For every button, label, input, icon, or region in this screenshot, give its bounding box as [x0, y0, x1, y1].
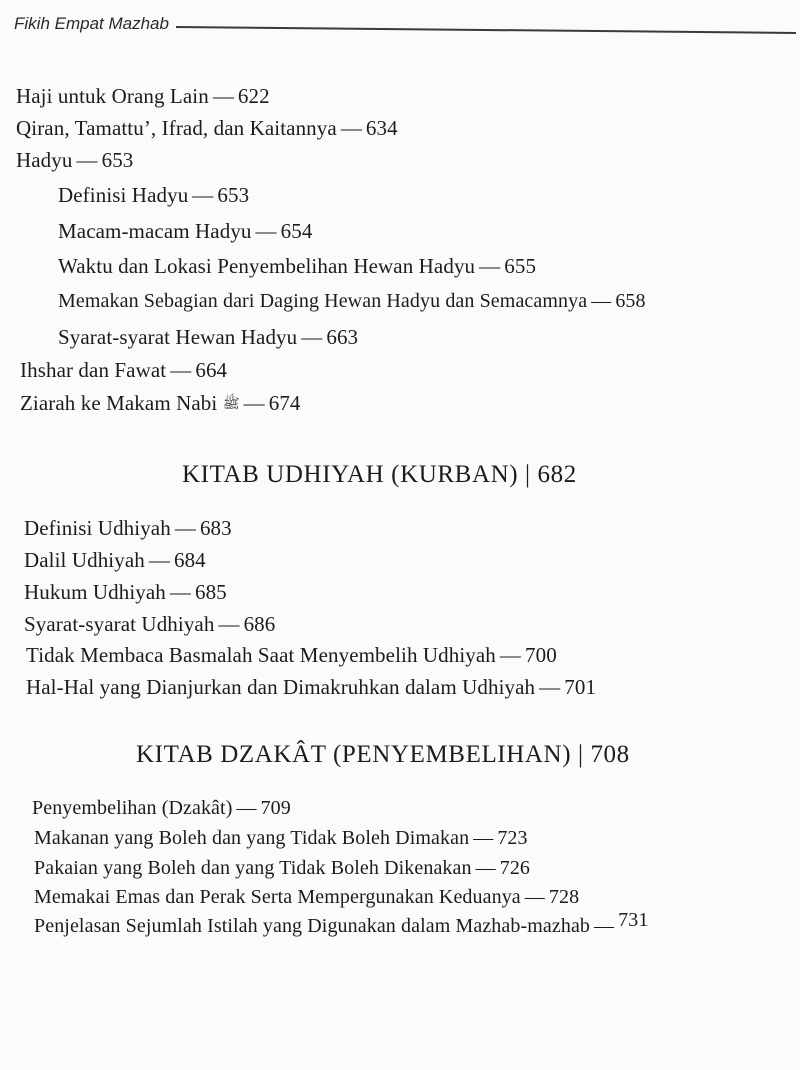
toc-entry[interactable] [24, 580, 227, 605]
entry-page: 731 [618, 909, 649, 931]
dash-separator: — [591, 290, 612, 312]
entry-title: Penjelasan Sejumlah Istilah yang Digunakan dalam Mazhab-mazhab [34, 915, 591, 937]
entry-page: 653 [217, 183, 250, 207]
entry-page: 684 [173, 548, 206, 572]
entry-title: Syarat-syarat Udhiyah [24, 612, 215, 636]
heading-title: KITAB UDHIYAH (KURBAN) [182, 461, 519, 488]
entry-page: 709 [260, 797, 291, 819]
entry-page: 664 [195, 358, 228, 382]
entry-page: 654 [280, 219, 313, 243]
dash-separator: — [479, 254, 501, 278]
entry-title: Hukum Udhiyah [24, 580, 166, 604]
entry-page: 683 [199, 516, 232, 540]
entry-page: 663 [326, 325, 359, 349]
entry-title: Penyembelihan (Dzakât) [32, 797, 233, 819]
entry-title: Waktu dan Lokasi Penyembelihan Hewan Hadyu [58, 254, 476, 278]
entry-title: Ihshar dan Fawat [20, 358, 167, 382]
entry-page: 726 [499, 857, 531, 879]
toc-entry[interactable] [34, 909, 649, 938]
entry-title: Dalil Udhiyah [24, 548, 145, 572]
dash-separator: — [218, 612, 240, 636]
entry-title: Definisi Udhiyah [24, 516, 171, 540]
dash-separator: — [212, 84, 234, 108]
header-rule [176, 26, 796, 34]
entry-title: Haji untuk Orang Lain [16, 84, 209, 108]
toc-subentry[interactable] [58, 183, 249, 208]
dash-separator: — [255, 219, 277, 243]
entry-title: Tidak Membaca Basmalah Saat Menyembelih Udhiyah [26, 643, 496, 667]
entry-title: Definisi Hadyu [58, 183, 189, 207]
entry-page: 723 [497, 827, 528, 849]
entry-page: 685 [194, 580, 227, 604]
toc-subentry[interactable] [58, 325, 358, 350]
toc-entry[interactable] [16, 148, 133, 173]
entry-page: 634 [365, 116, 398, 140]
dash-separator: — [301, 325, 323, 349]
entry-page: 700 [525, 643, 557, 667]
toc-subentry[interactable] [58, 254, 536, 279]
entry-title: Memakai Emas dan Perak Serta Mempergunakan Keduanya [34, 886, 521, 908]
entry-title: Memakan Sebagian dari Daging Hewan Hadyu dan Semacamnya [58, 290, 588, 312]
toc-entry[interactable] [24, 612, 275, 637]
heading-page: 708 [590, 741, 630, 768]
dash-separator: — [170, 358, 192, 382]
toc-entry[interactable] [16, 116, 398, 141]
entry-page: 653 [101, 148, 134, 172]
dash-separator: — [169, 580, 191, 604]
salawat-symbol: ﷺ [222, 396, 240, 412]
toc-entry[interactable] [24, 516, 232, 541]
entry-title: Macam-macam Hadyu [58, 219, 252, 243]
dash-separator: — [340, 116, 362, 140]
toc-entry[interactable] [26, 675, 596, 700]
dash-separator: — [192, 183, 214, 207]
entry-page: 728 [548, 886, 580, 908]
running-head [14, 12, 794, 42]
dash-separator: — [524, 886, 545, 908]
bar-separator: | [577, 741, 584, 768]
dash-separator: — [499, 643, 522, 667]
entry-title: Syarat-syarat Hewan Hadyu [58, 325, 298, 349]
toc-entry[interactable] [20, 391, 301, 416]
toc-entry[interactable] [26, 643, 557, 668]
dash-separator: — [475, 857, 496, 879]
toc-entry[interactable] [32, 797, 291, 820]
toc-entry[interactable] [34, 857, 530, 880]
dash-separator: — [148, 548, 170, 572]
entry-page: 655 [504, 254, 537, 278]
entry-page: 622 [237, 84, 270, 108]
entry-title: Ziarah ke Makam Nabi [20, 391, 218, 415]
dash-separator: — [243, 391, 265, 415]
section-heading-udhiyah[interactable] [182, 461, 577, 489]
entry-title: Hadyu [16, 148, 73, 172]
bar-separator: | [525, 461, 531, 488]
toc-entry[interactable] [20, 358, 227, 383]
dash-separator: — [594, 915, 615, 937]
entry-title: Pakaian yang Boleh dan yang Tidak Boleh Dikenakan [34, 857, 472, 879]
heading-page: 682 [537, 461, 577, 488]
toc-entry[interactable] [34, 886, 579, 909]
dash-separator: — [236, 797, 257, 819]
dash-separator: — [76, 148, 98, 172]
toc-subentry[interactable] [58, 290, 646, 313]
dash-separator: — [539, 675, 561, 699]
entry-title: Makanan yang Boleh dan yang Tidak Boleh Dimakan [34, 827, 470, 849]
book-title: Fikih Empat Mazhab [14, 14, 169, 33]
heading-title: KITAB DZAKÂT (PENYEMBELIHAN) [136, 741, 572, 768]
entry-page: 658 [615, 290, 646, 312]
toc-entry[interactable] [34, 827, 528, 850]
entry-page: 701 [564, 675, 597, 699]
dash-separator: — [174, 516, 196, 540]
entry-title: Qiran, Tamattu’, Ifrad, dan Kaitannya [16, 116, 337, 140]
toc-subentry[interactable] [58, 219, 312, 244]
entry-page: 674 [268, 391, 301, 415]
toc-entry[interactable] [16, 84, 270, 109]
entry-page: 686 [243, 612, 276, 636]
toc-entry[interactable] [24, 548, 206, 573]
section-heading-dzakat[interactable] [136, 741, 630, 769]
entry-title: Hal-Hal yang Dianjurkan dan Dimakruhkan dalam Udhiyah [26, 675, 536, 699]
dash-separator: — [473, 827, 494, 849]
